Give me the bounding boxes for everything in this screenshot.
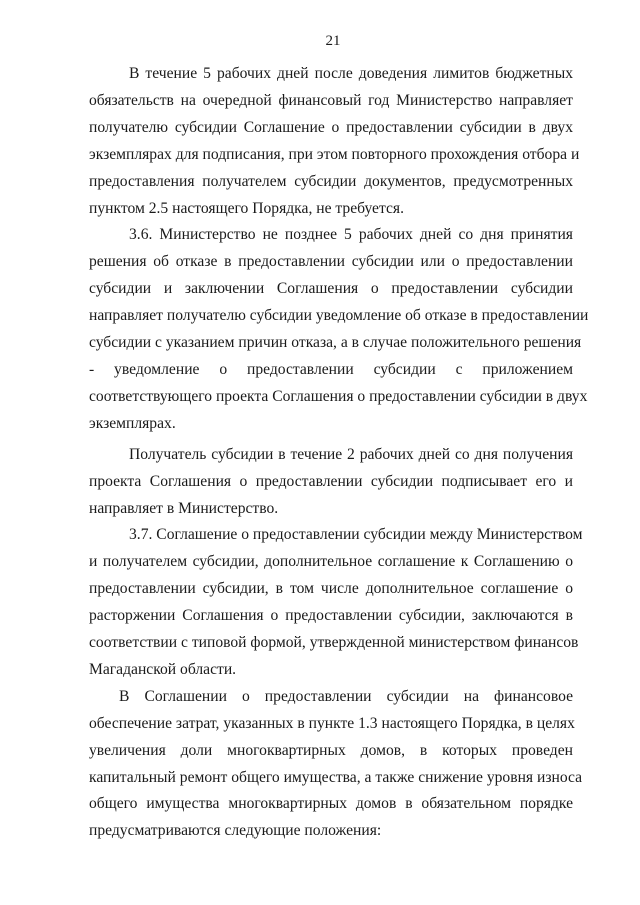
text-line: направляет получателю субсидии уведомление об отказе в предоставлении [89, 307, 589, 325]
text-line: увеличения доли многоквартирных домов, в которых проведен [89, 741, 573, 759]
text-line: обязательств на очередной финансовый год Министерство направляет [89, 91, 573, 109]
text-line: Магаданской области. [89, 660, 237, 678]
text-line: экземплярах для подписания, при этом повторного прохождения отбора и [89, 145, 580, 163]
text-line: субсидии с указанием причин отказа, а в случае положительного решения [89, 334, 582, 352]
text-line: капитальный ремонт общего имущества, а также снижение уровня износа [89, 768, 583, 786]
paragraph-3-7 [89, 522, 583, 683]
text-line: и получателем субсидии, дополнительное соглашение к Соглашению о [89, 553, 573, 571]
text-line: предусматриваются следующие положения: [89, 822, 382, 840]
text-line: В течение 5 рабочих дней после доведения лимитов бюджетных [129, 65, 573, 82]
text-line: соответствии с типовой формой, утвержденной министерством финансов [89, 634, 579, 652]
paragraph-recipient-signs [89, 442, 573, 523]
text-line: предоставлении субсидии, в том числе дополнительное соглашение о [89, 580, 573, 598]
text-line: проекта Соглашения о предоставлении субсидии подписывает его и [89, 472, 573, 490]
paragraph-3-6 [89, 222, 589, 437]
paragraph-budget-limits [89, 61, 580, 222]
text-line: соответствующего проекта Соглашения о предоставлении субсидии в двух [89, 387, 588, 405]
text-line: получателю субсидии Соглашение о предоставлении субсидии в двух [89, 118, 573, 136]
text-line: предоставления получателем субсидии документов, предусмотренных [89, 172, 573, 190]
text-line: - уведомление о предоставлении субсидии с приложением [89, 360, 573, 378]
text-line: решения об отказе в предоставлении субсидии или о предоставлении [89, 253, 573, 271]
text-line: направляет в Министерство. [89, 499, 279, 517]
text-line: В Соглашении о предоставлении субсидии на финансовое [119, 687, 573, 705]
text-line: экземплярах. [89, 414, 176, 432]
text-line: 3.6. Министерство не позднее 5 рабочих дней со дня принятия [129, 226, 573, 244]
document-body [89, 61, 589, 845]
text-line: Получатель субсидии в течение 2 рабочих дней со дня получения [129, 445, 573, 463]
text-line: расторжении Соглашения о предоставлении субсидии, заключаются в [89, 607, 573, 625]
text-line: субсидии и заключении Соглашения о предоставлении субсидии [89, 280, 573, 298]
text-line: обеспечение затрат, указанных в пункте 1.3 настоящего Порядка, в целях [89, 714, 575, 732]
page-number: 21 [325, 33, 341, 49]
text-line: 3.7. Соглашение о предоставлении субсидии между Министерством [129, 526, 583, 544]
text-line: пунктом 2.5 настоящего Порядка, не требуется. [89, 199, 404, 217]
paragraph-agreement-provisions [89, 684, 583, 845]
text-line: общего имущества многоквартирных домов в обязательном порядке [89, 795, 573, 813]
